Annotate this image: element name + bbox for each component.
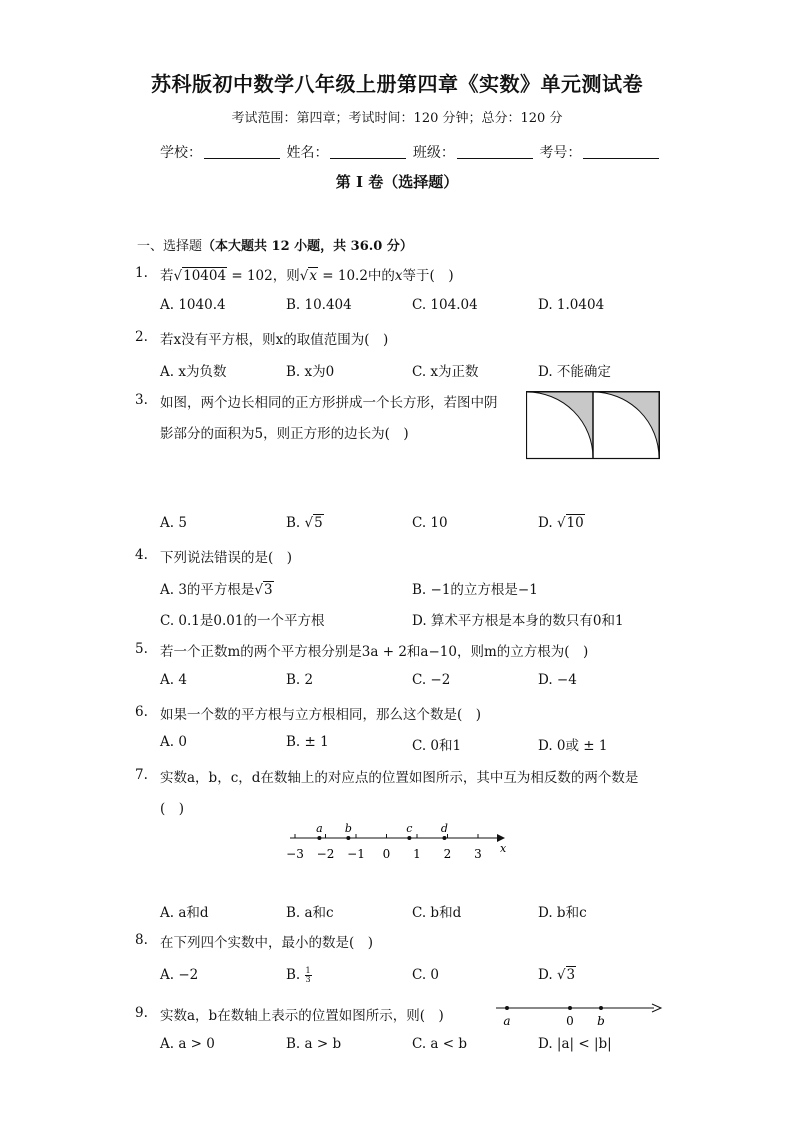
question-stem: [160, 264, 454, 284]
option-d[interactable]: D. 不能确定: [538, 364, 611, 380]
option-b[interactable]: B. a和c: [286, 905, 334, 921]
section-heading: [137, 235, 413, 254]
question-stem-line1: 如图，两个边长相同的正方形拼成一个长方形，若图中阴: [160, 395, 498, 411]
section-title: 一、选择题: [137, 239, 203, 254]
number-field[interactable]: [583, 146, 659, 159]
question-number: 6.: [135, 704, 148, 720]
point-a: [505, 1006, 509, 1010]
tick-label: 2: [443, 847, 452, 861]
tick-label: −1: [347, 847, 365, 861]
question-stem: 下列说法错误的是( ): [160, 550, 293, 566]
option-d[interactable]: D. b和c: [538, 905, 587, 921]
volume-heading: 第 I 卷（选择题）: [335, 173, 459, 191]
question-number: 8.: [135, 932, 148, 948]
radicand: 10404: [183, 268, 227, 284]
question-number: 3.: [135, 392, 148, 408]
section-detail: （本大题共 12 小题，共 36.0 分）: [202, 239, 413, 254]
option-a[interactable]: A. x为负数: [160, 364, 227, 380]
point-label: 0: [566, 1014, 574, 1028]
question-stem: 若x没有平方根，则x的取值范围为( ): [160, 332, 389, 348]
option-d[interactable]: D. 算术平方根是本身的数只有0和1: [412, 613, 624, 629]
arrow-head-icon: [497, 834, 505, 842]
option-label: B.: [286, 515, 305, 531]
option-c[interactable]: C. −2: [412, 672, 451, 688]
point-c: [407, 836, 411, 840]
point-b: [346, 836, 350, 840]
tick-label: −3: [286, 847, 304, 861]
option-b[interactable]: B. 2: [286, 672, 314, 688]
option-c[interactable]: C. a < b: [412, 1036, 468, 1052]
tick-label: 3: [474, 847, 482, 861]
tick-label: −2: [316, 847, 335, 861]
option-c[interactable]: C. x为正数: [412, 364, 479, 380]
school-label: 学校：: [160, 145, 202, 161]
school-field[interactable]: [204, 146, 280, 159]
radicand: x: [309, 268, 317, 284]
option-c[interactable]: C. 0.1是0.01的一个平方根: [160, 613, 325, 629]
option-label: B.: [286, 967, 305, 983]
option-a[interactable]: A. 0: [160, 734, 187, 750]
option-c[interactable]: C. b和d: [412, 905, 462, 921]
question-stem: 在下列四个实数中，最小的数是( ): [160, 935, 374, 951]
question-stem-line1: 实数a，b，c，d在数轴上的对应点的位置如图所示，其中互为相反数的两个数是: [160, 770, 639, 786]
point-a: [317, 836, 321, 840]
question-number: 4.: [135, 547, 148, 563]
option-c[interactable]: C. 0和1: [412, 738, 462, 754]
option-d[interactable]: D. 0或 ± 1: [538, 738, 608, 754]
option-a[interactable]: A. 5: [160, 515, 187, 531]
name-label: 姓名：: [286, 145, 329, 161]
point-label-c: c: [406, 822, 413, 835]
option-a[interactable]: A. a > 0: [160, 1036, 215, 1052]
name-field[interactable]: [330, 146, 406, 159]
option-b[interactable]: B. ± 1: [286, 734, 329, 750]
tick-label: 1: [413, 847, 421, 861]
page-title: 苏科版初中数学八年级上册第四章《实数》单元测试卷: [151, 72, 643, 96]
option-a[interactable]: A. 1040.4: [160, 297, 226, 313]
question-number: 1.: [135, 265, 148, 281]
option-b[interactable]: B. −1的立方根是−1: [412, 582, 538, 598]
option-b[interactable]: B. x为0: [286, 364, 335, 380]
variable: x: [394, 268, 403, 284]
sqrt-symbol: √10404: [173, 268, 227, 284]
option-a[interactable]: A. −2: [160, 967, 199, 983]
question-stem: 如果一个数的平方根与立方根相同，那么这个数是( ): [160, 707, 482, 723]
question-number: 7.: [135, 767, 148, 783]
question-stem: 实数a，b在数轴上表示的位置如图所示，则( ): [160, 1008, 444, 1024]
numerator: 1: [305, 966, 311, 975]
sqrt-symbol: √3: [254, 582, 273, 598]
option-label: D.: [538, 515, 557, 531]
question-stem-line2: ( ): [160, 801, 185, 817]
number-line-figure-2: [492, 998, 664, 1030]
class-label: 班级：: [412, 145, 455, 161]
option-c[interactable]: C. 0: [412, 967, 440, 983]
stem-text: = 10.2中的: [317, 268, 395, 284]
student-info-line: [160, 142, 661, 162]
point-label: b: [597, 1014, 605, 1028]
sqrt-symbol: √5: [304, 515, 323, 531]
question-number: 5.: [135, 641, 148, 657]
class-field[interactable]: [457, 146, 533, 159]
radicand: 10: [566, 515, 584, 531]
stem-text: = 102，则: [227, 268, 300, 284]
option-label: D.: [538, 967, 557, 983]
stem-text: 等于( ): [402, 268, 454, 284]
denominator: 3: [305, 975, 311, 984]
option-d[interactable]: [538, 515, 585, 531]
option-d[interactable]: [538, 967, 576, 983]
point-zero: [568, 1006, 572, 1010]
question-stem-line2: 影部分的面积为5，则正方形的边长为( ): [160, 426, 409, 442]
tick-label: 0: [382, 847, 391, 861]
squares-figure: [526, 391, 660, 460]
option-d[interactable]: D. −4: [538, 672, 577, 688]
question-number: 9.: [135, 1005, 148, 1021]
option-d[interactable]: D. 1.0404: [538, 297, 605, 313]
radicand: 3: [566, 967, 576, 983]
number-line-figure: [285, 820, 515, 864]
fraction: [305, 967, 312, 984]
option-b[interactable]: B. 10.404: [286, 297, 352, 313]
point-d: [442, 836, 446, 840]
number-label: 考号：: [539, 145, 582, 161]
option-b[interactable]: [286, 515, 324, 531]
radicand: 5: [314, 515, 323, 531]
axis-label: x: [500, 842, 507, 855]
question-number: 2.: [135, 329, 148, 345]
sqrt-symbol: √3: [556, 967, 576, 983]
question-stem: 若一个正数m的两个平方根分别是3a + 2和a−10，则m的立方根为( ): [160, 644, 589, 660]
point-label-b: b: [344, 822, 352, 835]
radicand: 3: [264, 582, 273, 598]
option-a[interactable]: A. a和d: [160, 905, 209, 921]
point-label-d: d: [440, 822, 448, 835]
sqrt-symbol: √10: [556, 515, 584, 531]
point-label: a: [503, 1014, 511, 1028]
point-label-a: a: [316, 822, 323, 835]
option-a[interactable]: A. 4: [160, 672, 187, 688]
option-b[interactable]: [286, 967, 312, 984]
option-c[interactable]: C. 10: [412, 515, 448, 531]
point-b: [599, 1006, 603, 1010]
option-label: A. 3的平方根是: [160, 582, 255, 598]
stem-text: 若: [160, 268, 174, 284]
option-b[interactable]: B. a > b: [286, 1036, 342, 1052]
option-d[interactable]: D. |a| < |b|: [538, 1036, 612, 1052]
option-c[interactable]: C. 104.04: [412, 297, 478, 313]
option-a[interactable]: [160, 578, 274, 598]
exam-info: 考试范围：第四章；考试时间：120 分钟；总分：120 分: [231, 111, 563, 126]
sqrt-symbol: √x: [299, 268, 317, 284]
